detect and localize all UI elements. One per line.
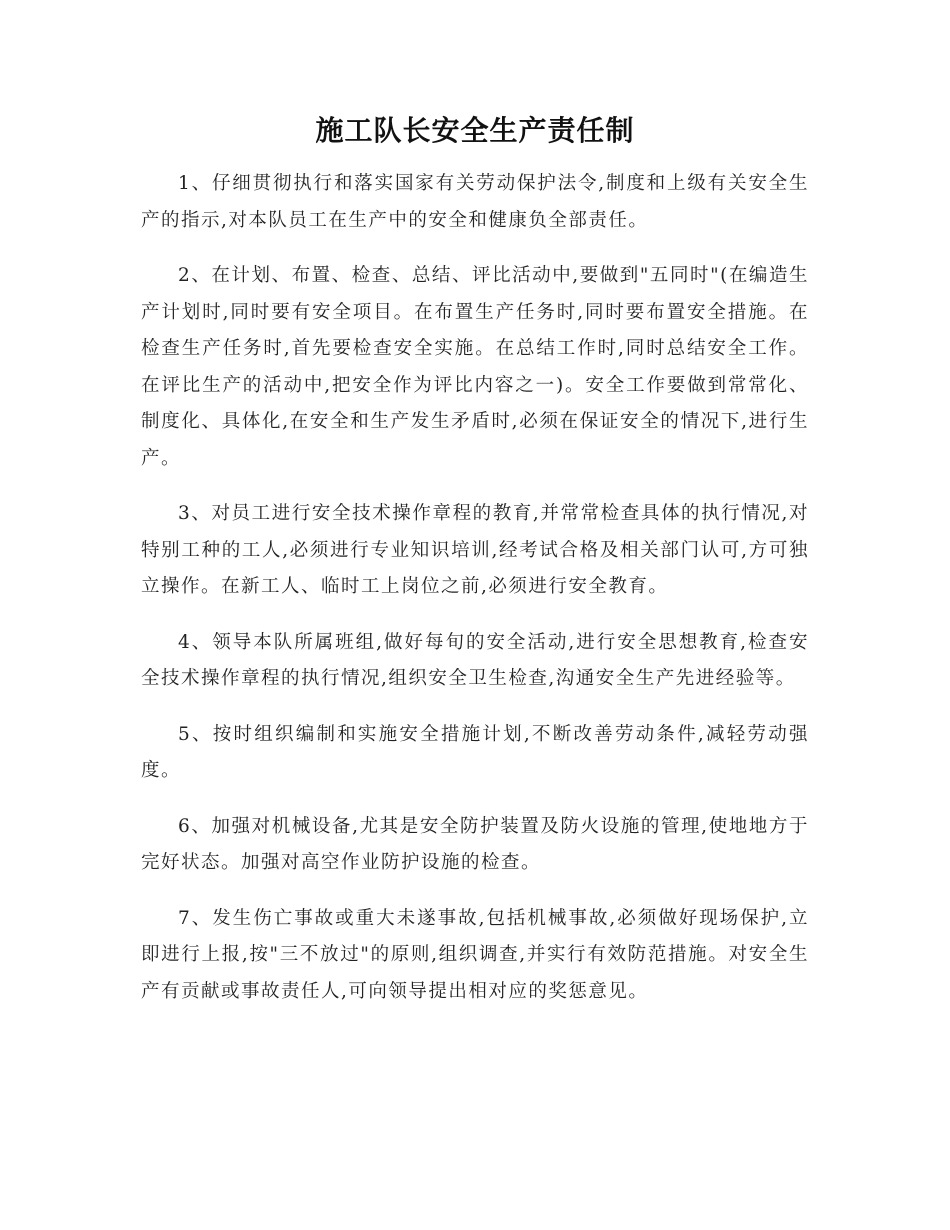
paragraph-3: 3、对员工进行安全技术操作章程的教育,并常常检查具体的执行情况,对特别工种的工人,必须进行专业知识培训,经考试合格及相关部门认可,方可独立操作。在新工人、临时工上岗位之前,必须进行安全教育。 <box>141 503 809 597</box>
paragraph-6: 6、加强对机械设备,尤其是安全防护装置及防火设施的管理,使地地方于完好状态。加强对高空作业防护设施的检查。 <box>141 815 809 873</box>
paragraph-7: 7、发生伤亡事故或重大未遂事故,包括机械事故,必须做好现场保护,立即进行上报,按"三不放过"的原则,组织调查,并实行有效防范措施。对安全生产有贡献或事故责任人,可向领导提出相对应的奖惩意见。 <box>141 907 809 1002</box>
paragraph-4: 4、领导本队所属班组,做好每旬的安全活动,进行安全思想教育,检查安全技术操作章程的执行情况,组织安全卫生检查,沟通安全生产先进经验等。 <box>141 631 809 689</box>
document-title: 施工队长安全生产责任制 <box>315 114 635 147</box>
paragraph-2: 2、在计划、布置、检查、总结、评比活动中,要做到"五同时"(在编造生产计划时,同时要有安全项目。在布置生产任务时,同时要布置安全措施。在检查生产任务时,首先要检查安全实施。在总结工作时,同时总结安全工作。在评比生产的活动中,把安全作为评比内容之一)。安全工作要做到常常化、制度化、具体化,在安全和生产发生矛盾时,必须在保证安全的情况下,进行生产。 <box>141 265 809 469</box>
paragraph-5: 5、按时组织编制和实施安全措施计划,不断改善劳动条件,减轻劳动强度。 <box>141 723 809 781</box>
document-body <box>141 166 809 1029</box>
paragraph-1: 1、仔细贯彻执行和落实国家有关劳动保护法令,制度和上级有关安全生产的指示,对本队员工在生产中的安全和健康负全部责任。 <box>141 173 809 231</box>
